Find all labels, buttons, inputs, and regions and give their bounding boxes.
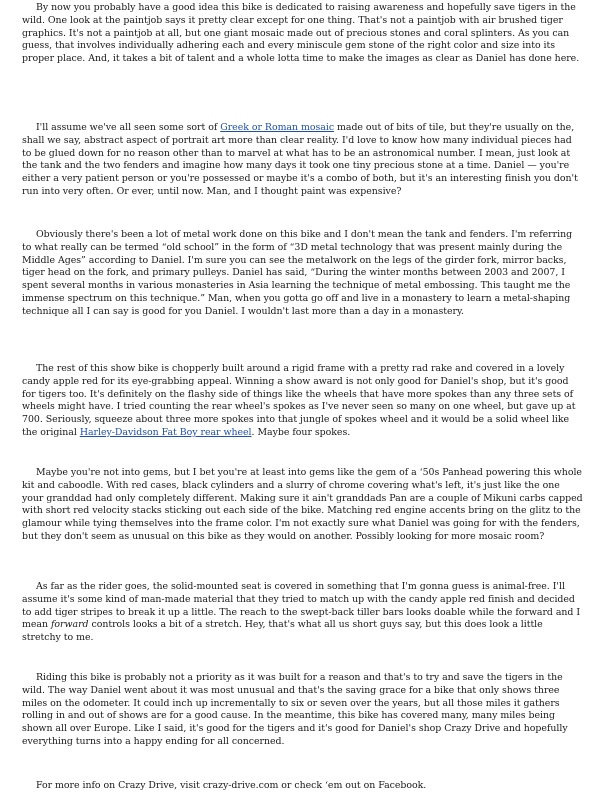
paragraph-metal-work: Obviously there's been a lot of metal work done on this bike and I don't mean the tank and fenders. I'm referring to what really can be termed “old school” in the form of “3D metal technology that was present mainly during the Middle Ages” according to Daniel. I'm sure you can see the metalwork on the legs of the girder fork, mirror backs, tiger head on the fork, and primary pulleys. Daniel has said, “During the winter months between 2003 and 2007, I spent several months in various monasteries in Asia learning the technique of metal embossing. This taught me the immense spectrum on this technique.” Man, when you gotta go off and live in a monastery to learn a metal-shaping technique all I can say is good for you Daniel. I wouldn't last more than a day in a monastery. <box>22 229 573 317</box>
paragraph-rider-seat <box>22 581 584 645</box>
paragraph-riding-priority: Riding this bike is probably not a priority as it was built for a reason and that's to try and save the tigers in the wild. The way Daniel went about it was most unusual and that's the saving grace for a bike that only shows three miles on the odometer. It could inch up incrementally to six or seven over the years, but all those miles it gathers rolling in and out of shows are for a good cause. In the meantime, this bike has covered many, many miles being shown all over Europe. Like I said, it's good for the tigers and it's good for Daniel's shop Crazy Drive and hopefully everything turns into a happy ending for all concerned. <box>22 672 568 747</box>
paragraph-greek-roman-mosaic <box>22 122 584 199</box>
emphasis-forward: forward <box>50 619 89 631</box>
paragraph-more-info: For more info on Crazy Drive, visit crazy-drive.com or check ‘em out on Facebook. <box>36 780 427 791</box>
paragraph-text: As far as the rider goes, the solid-mounted seat is covered in something that I'm gonna guess is animal-free. I'll assume it's some kind of man-made material that they tried to match up with the candy apple red finish and decided to add tiger stripes to break it up a little. The reach to the swept-back tiller bars looks doable while the forward and I mean <box>22 581 581 631</box>
fat-boy-rear-wheel-link[interactable]: Harley-Davidson Fat Boy rear wheel <box>79 426 252 438</box>
paragraph-text: The rest of this show bike is chopperly built around a rigid frame with a pretty rad rake and covered in a lovely candy apple red for its eye-grabbing appeal. Winning a show award is not only good for Daniel's shop, but it's good for tigers too. It's definitely on the flashy side of things like the wheels that have more spokes than any three sets of wheels might have. I tried counting the rear wheel's spokes as I've never seen so many on one wheel, but gave up at 700. Seriously, squeeze about three more spokes into that jungle of spokes wheel and it would be a solid wheel like the original <box>22 363 576 438</box>
greek-roman-mosaic-link[interactable]: Greek or Roman mosaic <box>220 122 335 133</box>
paragraph-text: I'll assume we've all seen some sort of <box>36 122 221 133</box>
paragraph-text: . Maybe four spokes. <box>251 426 351 438</box>
paragraph-show-bike-frame <box>22 363 584 440</box>
paragraph-text: made out of bits of tile, but they're usually on the, shall we say, abstract aspect of portrait art more than clear reality. I'd love to know how many individual pieces had to be glued down for no reason other than to marvel at what has to be an astronomical number. I mean, just look at the tank and the two fenders and imagine how many days it took one tiny precious stone at a time. Daniel — you're either a very patient person or you're possessed or maybe it's a combo of both, but it's an interesting finish you don't run into very often. Or ever, until now. Man, and I thought paint was expensive? <box>22 122 578 197</box>
paragraph-text: controls looks a bit of a stretch. Hey, that's what all us short guys say, but this does look a little stretchy to me. <box>22 619 543 643</box>
paragraph-mosaic-paintjob: By now you probably have a good idea this bike is dedicated to raising awareness and hopefully save tigers in the wild. One look at the paintjob says it pretty clear except for one thing. That's not a paintjob with air brushed tiger graphics. It's not a paintjob at all, but one giant mosaic made out of precious stones and coral splinters. As you can guess, that involves individually adhering each and every miniscule gem stone of the right color and size into its proper place. And, it takes a bit of talent and a whole lotta time to make the images as clear as Daniel has done here. <box>22 2 580 64</box>
paragraph-panhead-engine: Maybe you're not into gems, but I bet you're at least into gems like the gem of a ‘50s Panhead powering this whole kit and caboodle. With red cases, black cylinders and a slurry of chrome covering what's left, it's just like the one your granddad had only completely different. Making sure it ain't granddads Pan are a couple of Mikuni carbs capped with short red velocity stacks sticking out each side of the bike. Matching red engine accents bring on the glitz to the glamour while tying themselves into the frame color. I'm not exactly sure what Daniel was going for with the fenders, but they don't seem as unusual on this bike as they would on another. Possibly looking for more mosaic room? <box>22 467 583 542</box>
